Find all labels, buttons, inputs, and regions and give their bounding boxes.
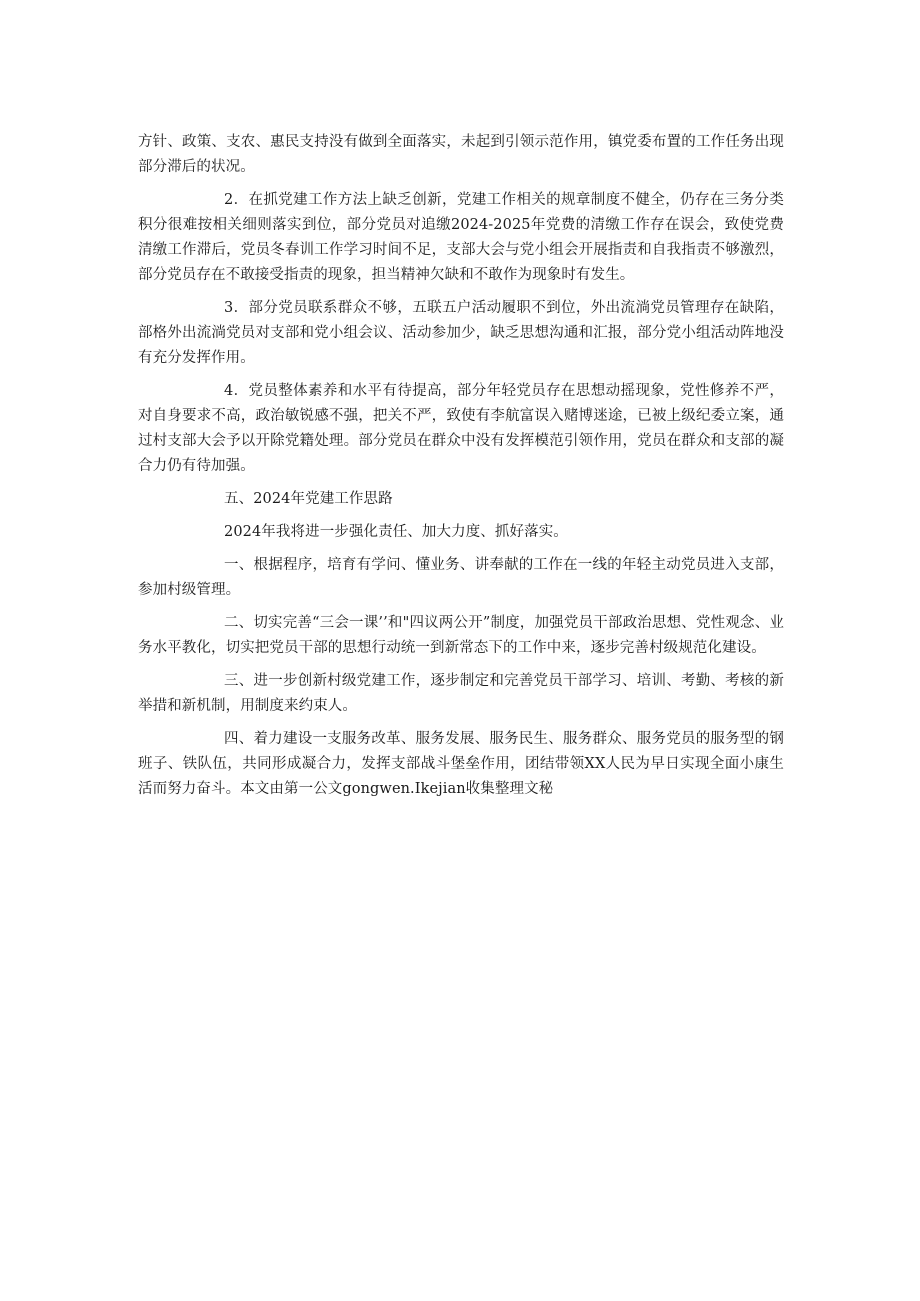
paragraph-point-4: 四、着力建设一支服务改革、服务发展、服务民生、服务群众、服务党员的服务型的钢班子、铁队伍，共同形成凝合力，发挥支部战斗堡垒作用，团结带领XX人民为早日实现全面小康生活而努力奋斗。本文由第一公文gongwen.Ikejian收集整理文秘 [138, 731, 784, 797]
paragraph-continuation: 方针、政策、支农、惠民支持没有做到全面落实，未起到引领示范作用，镇党委布置的工作任务出现部分滞后的状况。 [138, 134, 784, 175]
paragraph-item-4: 4．党员整体素养和水平有待提高，部分年轻党员存在思想动摇现象，党性修养不严，对自身要求不高，政治敏锐感不强，把关不严，致使有李航富误入赌博迷途，已被上级纪委立案，通过村支部大会予以开除党籍处理。部分党员在群众中没有发挥模范引领作用，党员在群众和支部的凝合力仍有待加强。 [138, 383, 784, 474]
paragraph-item-3: 3．部分党员联系群众不够，五联五户活动履职不到位，外出流淌党员管理存在缺陷，部格外出流淌党员对支部和党小组会议、活动参加少，缺乏思想沟通和汇报，部分党小组活动阵地没有充分发挥作用。 [138, 300, 784, 366]
paragraph-point-2: 二、切实完善“三会一课’’和"四议两公开”制度，加强党员干部政治思想、党性观念、业务水平教化，切实把党员干部的思想行动统一到新常态下的工作中来，逐步完善村级规范化建设。 [138, 615, 784, 656]
document-body [138, 130, 784, 810]
paragraph-item-2: 2．在抓党建工作方法上缺乏创新，党建工作相关的规章制度不健全，仍存在三务分类积分很难按相关细则落实到位，部分党员对追缴2024-2025年党费的清缴工作存在误会，致使党费清缴工作滞后，党员冬春训工作学习时间不足，支部大会与党小组会开展指责和自我指责不够激烈，部分党员存在不敢接受指责的现象，担当精神欠缺和不敢作为现象时有发生。 [138, 192, 784, 283]
paragraph-point-3: 三、进一步创新村级党建工作，逐步制定和完善党员干部学习、培训、考勤、考核的新举措和新机制，用制度来约束人。 [138, 673, 784, 714]
paragraph-intro: 2024年我将进一步强化责任、加大力度、抓好落实。 [224, 524, 568, 540]
section-heading-5: 五、2024年党建工作思路 [224, 491, 393, 507]
paragraph-point-1: 一、根据程序，培育有学问、懂业务、讲奉献的工作在一线的年轻主动党员进入支部，参加村级管理。 [138, 557, 784, 598]
